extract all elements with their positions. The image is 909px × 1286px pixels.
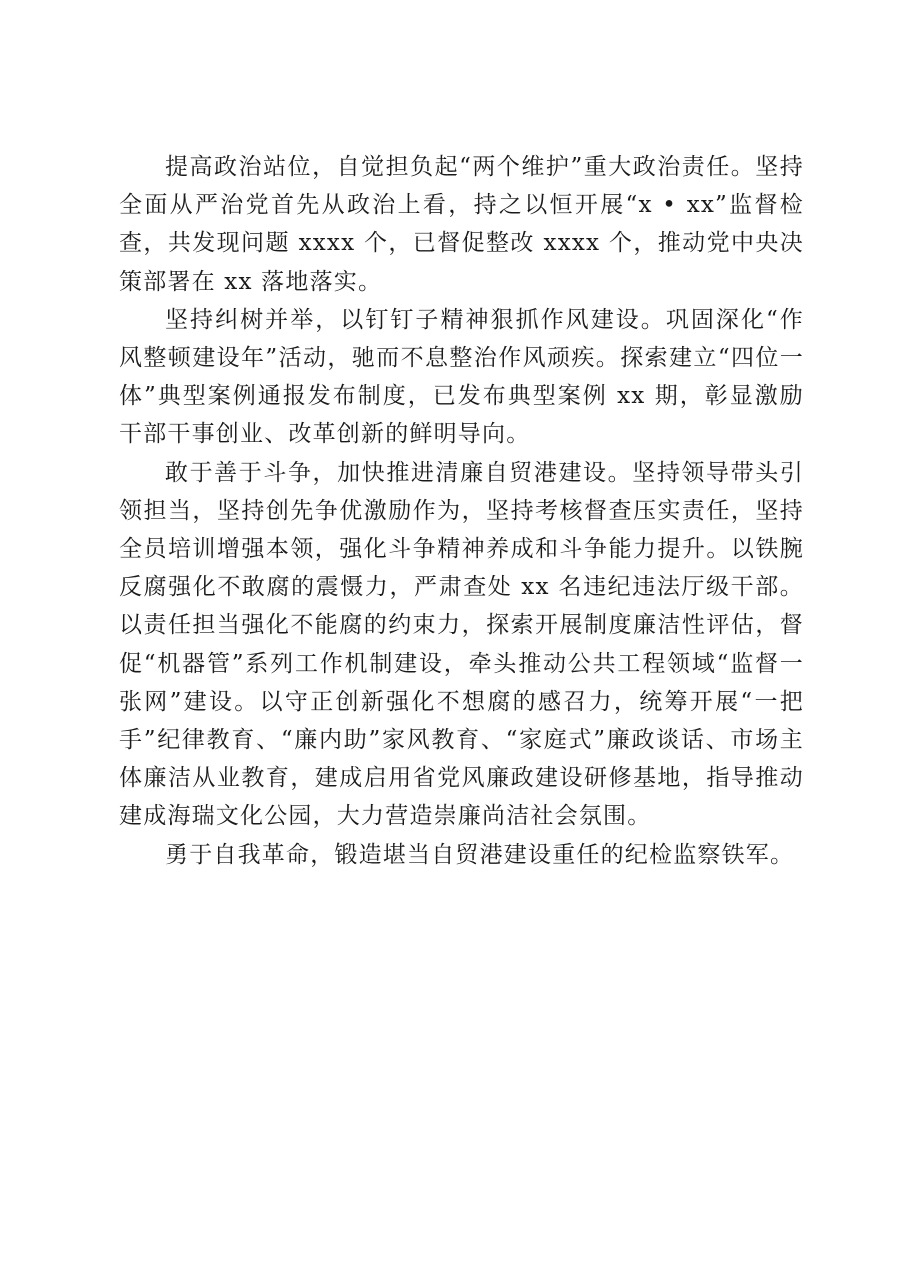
paragraph-work-style: 坚持纠树并举，以钉钉子精神狠抓作风建设。巩固深化“作风整顿建设年”活动，驰而不息整治作风顽疾。探索建立“四位一体”典型案例通报发布制度，已发布典型案例 xx 期，彰显激励干部干事创业、改革创新的鲜明导向。 bbox=[119, 306, 804, 448]
paragraph-self-revolution: 勇于自我革命，锻造堪当自贸港建设重任的纪检监察铁军。 bbox=[165, 841, 795, 868]
document-body bbox=[119, 148, 804, 874]
paragraph-clean-ftp: 敢于善于斗争，加快推进清廉自贸港建设。坚持领导带头引领担当，坚持创先争优激励作为，坚持考核督查压实责任，坚持全员培训增强本领，强化斗争精神养成和斗争能力提升。以铁腕反腐强化不敢腐的震慑力，严肃查处 xx 名违纪违法厅级干部。以责任担当强化不能腐的约束力，探索开展制度廉洁性评估，督促“机器管”系列工作机制建设，牵头推动公共工程领域“监督一张网”建设。以守正创新强化不想腐的感召力，统筹开展“一把手”纪律教育、“廉内助”家风教育、“家庭式”廉政谈话、市场主体廉洁从业教育，建成启用省党风廉政建设研修基地，指导推动建成海瑞文化公园，大力营造崇廉尚洁社会氛围。 bbox=[119, 459, 804, 830]
paragraph-political-stance: 提高政治站位，自觉担负起“两个维护”重大政治责任。坚持全面从严治党首先从政治上看，持之以恒开展“x • xx”监督检查，共发现问题 xxxx 个，已督促整改 xxxx 个，推动党中央决策部署在 xx 落地落实。 bbox=[119, 154, 804, 295]
